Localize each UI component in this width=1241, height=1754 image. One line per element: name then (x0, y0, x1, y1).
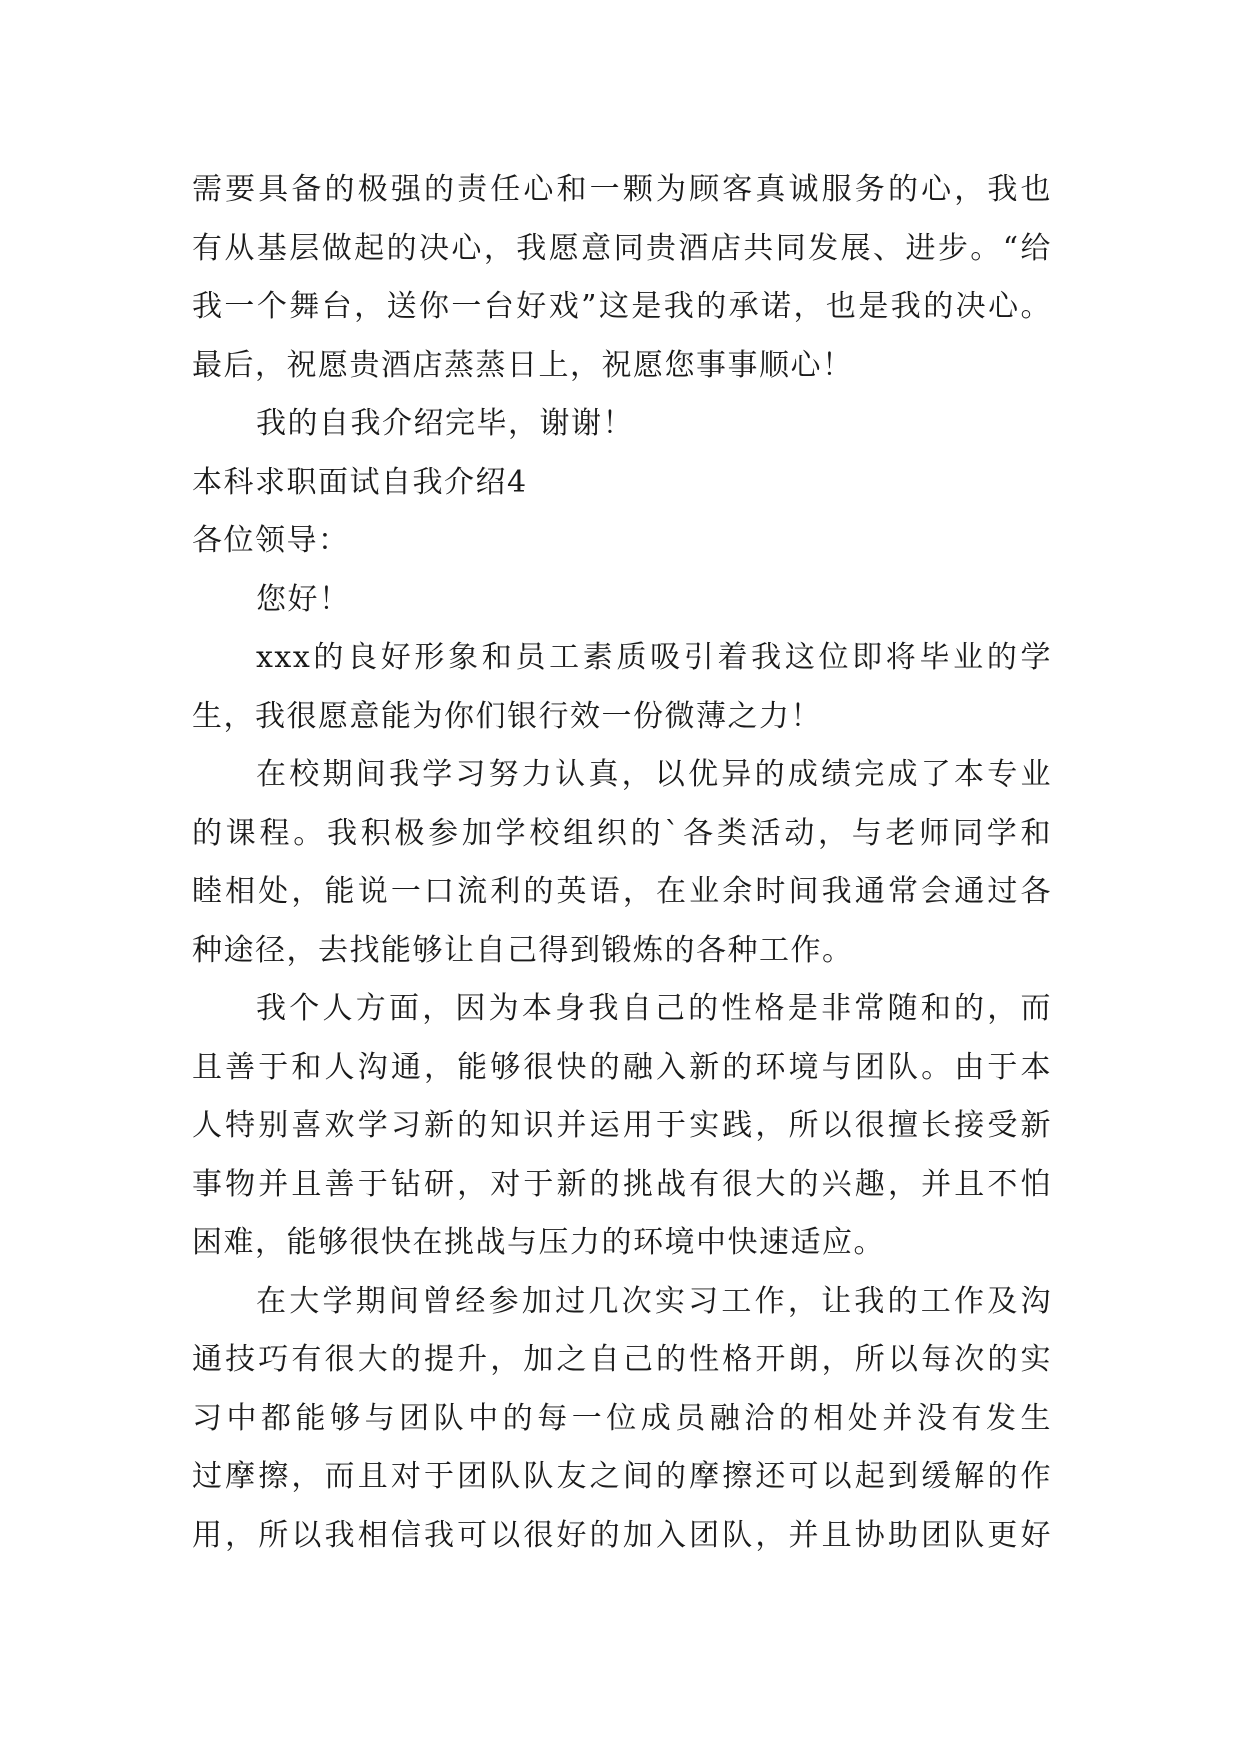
text-line: xxx的良好形象和员工素质吸引着我这位即将毕业的学 (256, 640, 1052, 675)
text-line: 通技巧有很大的提升，加之自己的性格开朗，所以每次的实 (192, 1342, 1052, 1377)
text-line: 生，我很愿意能为你们银行效一份微薄之力！ (192, 698, 822, 734)
text-line: 最后，祝愿贵酒店蒸蒸日上，祝愿您事事顺心！ (192, 347, 854, 383)
text-line: 需要具备的极强的责任心和一颗为顾客真诚服务的心，我也 (192, 172, 1052, 207)
text-line: 且善于和人沟通，能够很快的融入新的环境与团队。由于本 (192, 1049, 1052, 1085)
text-line: 人特别喜欢学习新的知识并运用于实践，所以很擅长接受新 (192, 1108, 1052, 1143)
text-line: 的课程。我积极参加学校组织的`各类活动，与老师同学和 (192, 815, 1052, 851)
text-line: 我的自我介绍完毕，谢谢！ (256, 406, 634, 441)
text-line: 在校期间我学习努力认真，以优异的成绩完成了本专业 (256, 757, 1052, 792)
document-body (192, 161, 1052, 1565)
salutation: 各位领导： (192, 523, 350, 558)
text-line: 困难，能够很快在挑战与压力的环境中快速适应。 (192, 1225, 885, 1260)
text-line: 有从基层做起的决心，我愿意同贵酒店共同发展、进步。“给 (192, 230, 1052, 266)
text-line: 睦相处，能说一口流利的英语，在业余时间我通常会通过各 (192, 874, 1052, 909)
text-line: 事物并且善于钻研，对于新的挑战有很大的兴趣，并且不怕 (192, 1166, 1052, 1202)
text-line: 过摩擦，而且对于团队队友之间的摩擦还可以起到缓解的作 (192, 1459, 1052, 1494)
greeting: 您好！ (256, 581, 351, 617)
text-line: 习中都能够与团队中的每一位成员融洽的相处并没有发生 (192, 1400, 1052, 1436)
text-line: 我一个舞台，送你一台好戏”这是我的承诺，也是我的决心。 (192, 289, 1052, 324)
text-line: 在大学期间曾经参加过几次实习工作，让我的工作及沟 (256, 1283, 1052, 1319)
section-heading: 本科求职面试自我介绍4 (192, 464, 528, 500)
text-line: 用，所以我相信我可以很好的加入团队，并且协助团队更好 (192, 1517, 1052, 1553)
text-line: 我个人方面，因为本身我自己的性格是非常随和的，而 (256, 991, 1052, 1026)
text-line: 种途径，去找能够让自己得到锻炼的各种工作。 (192, 932, 854, 968)
